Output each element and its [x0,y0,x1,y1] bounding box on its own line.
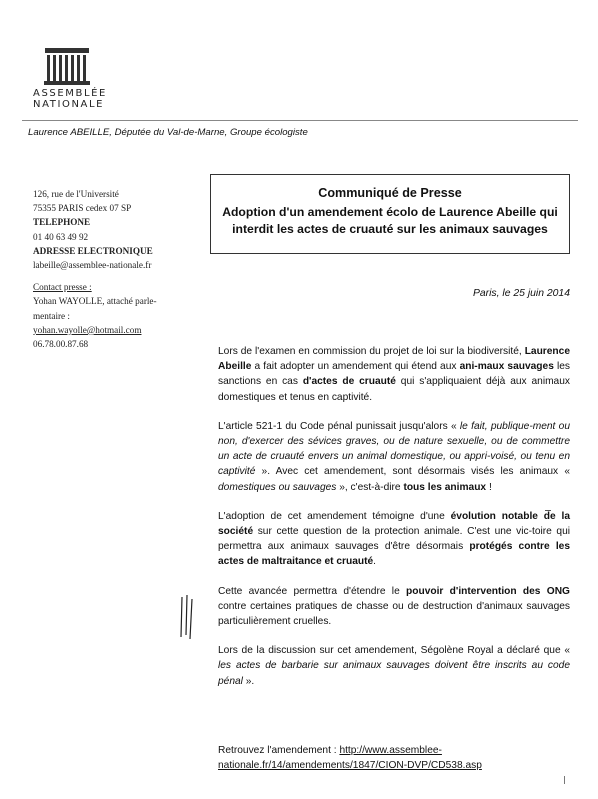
p3-bold-protected: protégés contre les actes de maltraitance et cruauté [218,541,571,568]
paragraph-2 [218,419,570,495]
body-text [218,344,570,703]
p1-text-c: a fait adopter un amendement qui étend aux [251,361,460,373]
assemblee-building-icon [43,46,91,86]
contact-block [33,187,203,351]
headline-line-1: Adoption d'un amendement écolo de Laurence Abeille qui [222,205,558,219]
headline-line-2: interdit les actes de cruauté sur les animaux sauvages [232,222,548,236]
p4-text-a: Cette avancée permettra d'étendre le [218,585,407,597]
p1-text-a: Lors de l'examen en commission du projet de loi sur la biodiversité, [218,346,522,357]
p1-bold-name: Laurence Abeille [218,346,570,373]
header-rule [22,120,578,121]
paragraph-5 [218,643,570,689]
phone-number: 01 40 63 49 92 [33,231,89,242]
p2-bold-all-animals: tous les animaux [403,481,487,493]
paragraph-4 [218,584,570,630]
release-date: Paris, le 25 juin 2014 [472,288,570,299]
page-edge-mark [564,776,565,784]
email-label: ADRESSE ELECTRONIQUE [33,245,153,256]
p3-bold-evolution: évolution notable de la société [218,510,570,538]
margin-dash-mark [545,510,551,511]
press-release-box [210,174,570,254]
p2-text-a: L'article 521-1 du Code pénal punissait jusqu'alors « [218,420,460,432]
press-release-title: Communiqué de Presse [318,186,462,200]
p2-quote-scope: domestiques ou sauvages [218,481,337,493]
phone-label: TELEPHONE [33,217,91,228]
press-contact-label: Contact presse : [33,282,92,293]
paragraph-1 [218,344,570,405]
press-contact-name-1: Yohan WAYOLLE, attaché parle- [33,296,157,307]
org-name: ASSEMBLÉE NATIONALE [33,88,107,110]
p2-quote-article: le fait, publique-ment ou non, d'exercer des sévices graves, ou de nature sexuelle, ou de commettre un acte de cruauté envers un animal domestique, ou appri-voisé, ou tenu en captivité [218,420,570,478]
press-contact-email[interactable]: yohan.wayolle@hotmail.com [33,324,142,335]
press-contact-phone: 06.78.00.87.68 [33,339,89,350]
p3-text-e: . [373,556,376,568]
address-line-1: 126, rue de l'Université [33,189,119,199]
p5-quote-royal: les actes de barbarie sur animaux sauvages doivent être inscrits au code pénal [218,660,570,687]
email-address[interactable]: labeille@assemblee-nationale.fr [33,260,152,271]
press-contact-name-2: mentaire : [33,310,70,321]
deputy-line: Laurence ABEILLE, Députée du Val-de-Marne, Groupe écologiste [28,127,308,138]
p2-text-g: ! [486,481,492,493]
margin-handwritten-mark-icon [178,595,194,639]
p4-text-c: contre certaines pratiques de chasse ou de destruction d'animaux sauvages particulièrement cruelles. [218,600,570,628]
p1-bold-animals: ani-maux sauvages [459,361,554,373]
p1-text-g: qui s'appliquaient déjà aux animaux domestiques et tenus en captivité. [218,376,570,403]
p5-text-a: Lors de la discussion sur cet amendement, Ségolène Royal a déclaré que « [218,645,570,657]
p2-text-c: ». Avec cet amendement, sont désormais visés les animaux « [255,466,570,478]
p2-text-e: », c'est-à-dire [336,481,404,493]
link-lead: Retrouvez l'amendement : [218,745,340,756]
p5-text-c: ». [242,675,255,687]
address-line-2: 75355 PARIS cedex 07 SP [33,203,132,214]
amendment-link-line [218,743,570,773]
p1-text-e: les sanctions en cas [218,361,570,388]
amendment-link[interactable]: http://www.assemblee-nationale.fr/14/amendements/1847/CION-DVP/CD538.asp [218,745,482,772]
p3-text-a: L'adoption de cet amendement témoigne d'une [218,510,451,522]
p4-bold-ngo: pouvoir d'intervention des ONG [406,585,570,597]
p1-bold-cruelty: d'actes de cruauté [302,376,396,388]
p3-text-c: sur cette question de la protection animale. C'est une vic-toire qui permettra aux animaux sauvages d'être désormais [218,526,570,553]
paragraph-3 [218,509,570,570]
